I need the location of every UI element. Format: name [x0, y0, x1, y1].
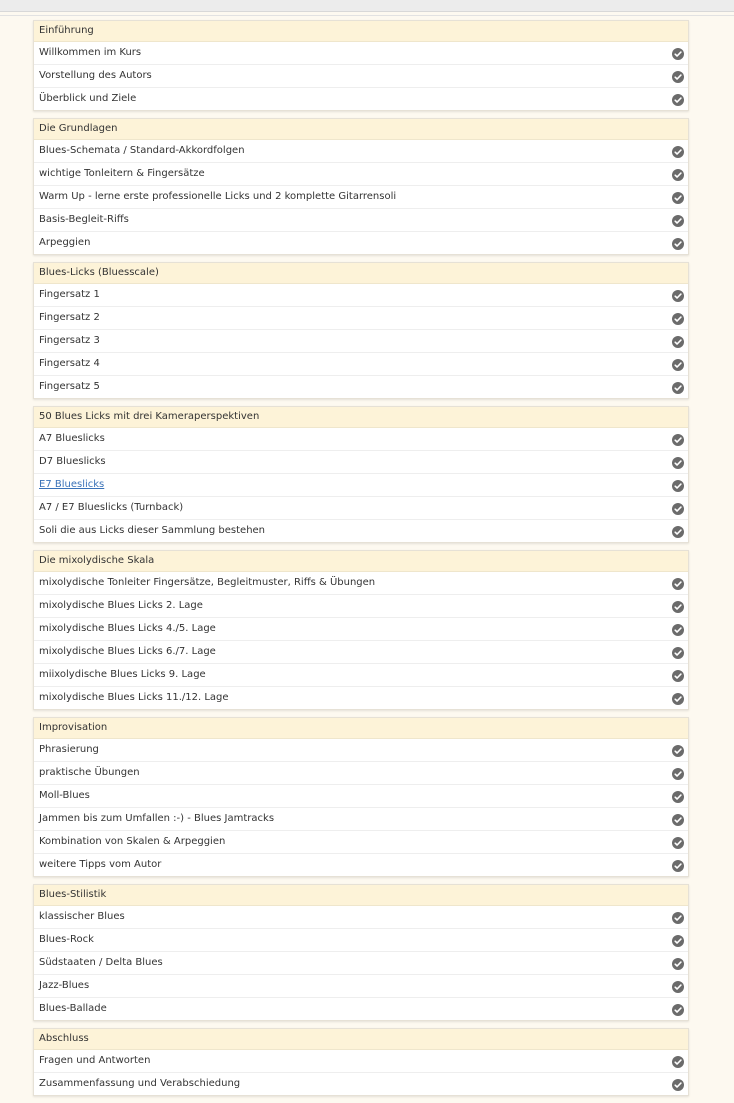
- check-circle-icon: [672, 433, 684, 445]
- check-circle-icon: [672, 957, 684, 969]
- check-circle-icon: [672, 600, 684, 612]
- check-circle-icon: [672, 623, 684, 635]
- course-section: [33, 550, 689, 710]
- lesson-row[interactable]: [34, 663, 688, 686]
- lesson-title: Fingersatz 1: [39, 289, 100, 300]
- lesson-title: klassischer Blues: [39, 911, 125, 922]
- lesson-row[interactable]: [34, 42, 688, 64]
- section-title: Blues-Stilistik: [34, 885, 688, 906]
- check-circle-icon: [672, 335, 684, 347]
- divider: [0, 15, 734, 16]
- check-circle-icon: [672, 934, 684, 946]
- section-title: 50 Blues Licks mit drei Kameraperspektiven: [34, 407, 688, 428]
- lesson-title: miixolydische Blues Licks 9. Lage: [39, 669, 206, 680]
- lesson-title: Arpeggien: [39, 237, 91, 248]
- lesson-row[interactable]: [34, 352, 688, 375]
- course-curriculum: [33, 20, 689, 1103]
- check-circle-icon: [672, 168, 684, 180]
- check-circle-icon: [672, 358, 684, 370]
- lesson-title: Fragen und Antworten: [39, 1055, 151, 1066]
- lesson-row[interactable]: [34, 329, 688, 352]
- course-section: [33, 118, 689, 255]
- lesson-title: Basis-Begleit-Riffs: [39, 214, 129, 225]
- lesson-title: mixolydische Blues Licks 6./7. Lage: [39, 646, 216, 657]
- course-section: [33, 20, 689, 111]
- check-circle-icon: [672, 669, 684, 681]
- lesson-row[interactable]: [34, 853, 688, 876]
- lesson-row[interactable]: [34, 208, 688, 231]
- lesson-title: Moll-Blues: [39, 790, 90, 801]
- lesson-row[interactable]: [34, 231, 688, 254]
- lesson-title: praktische Übungen: [39, 767, 140, 778]
- check-circle-icon: [672, 456, 684, 468]
- lesson-title: mixolydische Tonleiter Fingersätze, Begleitmuster, Riffs & Übungen: [39, 577, 376, 588]
- lesson-row[interactable]: [34, 761, 688, 784]
- check-circle-icon: [672, 191, 684, 203]
- check-circle-icon: [672, 836, 684, 848]
- lesson-title: Zusammenfassung und Verabschiedung: [39, 1078, 241, 1089]
- lesson-title: Vorstellung des Autors: [39, 70, 152, 81]
- lesson-row[interactable]: [34, 140, 688, 162]
- lesson-row[interactable]: [34, 830, 688, 853]
- section-title: Abschluss: [34, 1029, 688, 1050]
- top-toolbar: [0, 0, 734, 12]
- lesson-title: Kombination von Skalen & Arpeggien: [39, 836, 226, 847]
- check-circle-icon: [672, 767, 684, 779]
- lesson-row[interactable]: [34, 284, 688, 306]
- section-title: Die mixolydische Skala: [34, 551, 688, 572]
- check-circle-icon: [672, 790, 684, 802]
- lesson-title: Warm Up - lerne erste professionelle Licks und 2 komplette Gitarrensoli: [39, 191, 397, 202]
- lesson-row[interactable]: [34, 1072, 688, 1095]
- check-circle-icon: [672, 692, 684, 704]
- lesson-row[interactable]: [34, 928, 688, 951]
- lesson-title: Willkommen im Kurs: [39, 47, 142, 58]
- lesson-link[interactable]: E7 Blueslicks: [39, 479, 105, 490]
- lesson-title: Fingersatz 5: [39, 381, 100, 392]
- course-section: [33, 884, 689, 1021]
- lesson-row[interactable]: [34, 997, 688, 1020]
- check-circle-icon: [672, 744, 684, 756]
- lesson-title: weitere Tipps vom Autor: [39, 859, 162, 870]
- check-circle-icon: [672, 312, 684, 324]
- section-title: Einführung: [34, 21, 688, 42]
- lesson-title: Phrasierung: [39, 744, 99, 755]
- section-title: Blues-Licks (Bluesscale): [34, 263, 688, 284]
- lesson-row[interactable]: [34, 375, 688, 398]
- course-section: [33, 717, 689, 877]
- lesson-title: A7 Blueslicks: [39, 433, 105, 444]
- lesson-title: Blues-Ballade: [39, 1003, 107, 1014]
- lesson-title: Fingersatz 2: [39, 312, 100, 323]
- lesson-row[interactable]: [34, 974, 688, 997]
- lesson-title: Fingersatz 3: [39, 335, 100, 346]
- lesson-row[interactable]: [34, 496, 688, 519]
- lesson-title: Soli die aus Licks dieser Sammlung bestehen: [39, 525, 266, 536]
- section-title: Improvisation: [34, 718, 688, 739]
- check-circle-icon: [672, 1003, 684, 1015]
- lesson-row[interactable]: [34, 1050, 688, 1072]
- lesson-row[interactable]: [34, 473, 688, 496]
- lesson-title: Überblick und Ziele: [39, 93, 137, 104]
- check-circle-icon: [672, 525, 684, 537]
- lesson-row[interactable]: [34, 87, 688, 110]
- check-circle-icon: [672, 980, 684, 992]
- lesson-title: D7 Blueslicks: [39, 456, 106, 467]
- check-circle-icon: [672, 93, 684, 105]
- lesson-row[interactable]: [34, 64, 688, 87]
- lesson-row[interactable]: [34, 428, 688, 450]
- check-circle-icon: [672, 646, 684, 658]
- section-title: Die Grundlagen: [34, 119, 688, 140]
- lesson-row[interactable]: [34, 450, 688, 473]
- lesson-row[interactable]: [34, 519, 688, 542]
- check-circle-icon: [672, 813, 684, 825]
- course-section: [33, 1028, 689, 1096]
- check-circle-icon: [672, 237, 684, 249]
- check-circle-icon: [672, 479, 684, 491]
- check-circle-icon: [672, 1055, 684, 1067]
- check-circle-icon: [672, 911, 684, 923]
- check-circle-icon: [672, 381, 684, 393]
- check-circle-icon: [672, 502, 684, 514]
- lesson-row[interactable]: [34, 784, 688, 807]
- lesson-title: mixolydische Blues Licks 2. Lage: [39, 600, 203, 611]
- lesson-row[interactable]: [34, 572, 688, 594]
- lesson-row[interactable]: [34, 686, 688, 709]
- check-circle-icon: [672, 47, 684, 59]
- lesson-title: wichtige Tonleitern & Fingersätze: [39, 168, 205, 179]
- check-circle-icon: [672, 214, 684, 226]
- lesson-row[interactable]: [34, 162, 688, 185]
- check-circle-icon: [672, 70, 684, 82]
- lesson-title: Jazz-Blues: [39, 980, 90, 991]
- lesson-title: mixolydische Blues Licks 11./12. Lage: [39, 692, 229, 703]
- lesson-row[interactable]: [34, 739, 688, 761]
- lesson-title: Fingersatz 4: [39, 358, 100, 369]
- lesson-title: Blues-Schemata / Standard-Akkordfolgen: [39, 145, 245, 156]
- lesson-title: Blues-Rock: [39, 934, 94, 945]
- check-circle-icon: [672, 145, 684, 157]
- check-circle-icon: [672, 859, 684, 871]
- lesson-row[interactable]: [34, 617, 688, 640]
- lesson-row[interactable]: [34, 951, 688, 974]
- lesson-row[interactable]: [34, 594, 688, 617]
- lesson-title: Südstaaten / Delta Blues: [39, 957, 163, 968]
- check-circle-icon: [672, 289, 684, 301]
- lesson-row[interactable]: [34, 185, 688, 208]
- lesson-title: mixolydische Blues Licks 4./5. Lage: [39, 623, 216, 634]
- course-section: [33, 262, 689, 399]
- lesson-row[interactable]: [34, 906, 688, 928]
- lesson-title: Jammen bis zum Umfallen :-) - Blues Jamtracks: [39, 813, 275, 824]
- check-circle-icon: [672, 577, 684, 589]
- course-section: [33, 406, 689, 543]
- lesson-row[interactable]: [34, 306, 688, 329]
- lesson-row[interactable]: [34, 807, 688, 830]
- lesson-title: A7 / E7 Blueslicks (Turnback): [39, 502, 184, 513]
- lesson-row[interactable]: [34, 640, 688, 663]
